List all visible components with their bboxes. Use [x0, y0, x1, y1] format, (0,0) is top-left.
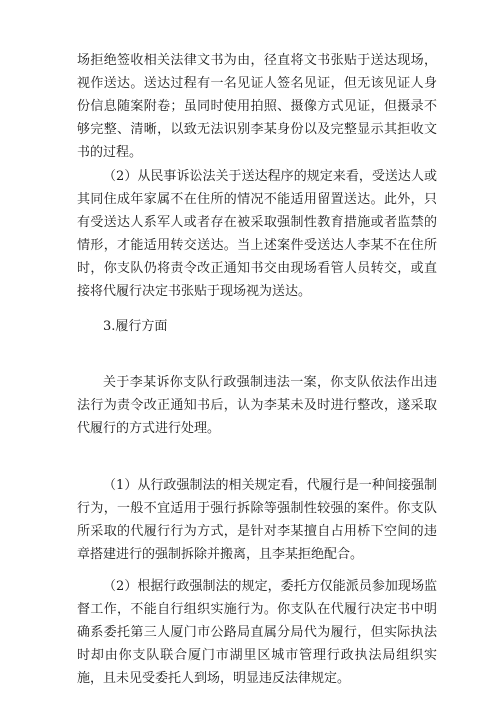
paragraph-point-2: （2）根据行政强制法的规定，委托方仅能派员参加现场监督工作，不能自行组织实施行为。你支队在代履行决定书中明确系委托第三人厦门市公路局直属分局代为履行，但实际执法时却由你支队联合厦门市湖里区城市管理行政执法局组织实施，且未见受委托人到场，明显违反法律规定。	[77, 579, 437, 686]
paragraph-delivery-continuation: 场拒绝签收相关法律文书为由，径直将文书张贴于送达现场，视作送达。送达过程有一名见证人签名见证，但无该见证人身份信息随案附卷；虽同时使用拍照、摄像方式见证，但摄录不够完整、清晰，以致无法识别李某身份以及完整显示其拒收文书的过程。	[77, 53, 437, 160]
paragraph-point-1: （1）从行政强制法的相关规定看，代履行是一种间接强制行为，一般不宜适用于强行拆除等强制性较强的案件。你支队所采取的代履行行为方式，是针对李某擅自占用桥下空间的违章搭建进行的强制拆除并搬离，且李某拒绝配合。	[77, 478, 437, 562]
section-heading-performance: 3.履行方面	[103, 319, 168, 334]
paragraph-civil-procedure: （2）从民事诉讼法关于送达程序的规定来看，受送达人或其同住成年家属不在住所的情况不能适用留置送达。此外，只有受送达人系军人或者存在被采取强制性教育措施或者监禁的情形，才能适用转交送达。当上述案件受送达人李某不在住所时，你支队仍将责令改正通知书交由现场看管人员转交，或直接将代履行决定书张贴于现场视为送达。	[77, 169, 437, 299]
paragraph-case-summary: 关于李某诉你支队行政强制违法一案，你支队依法作出违法行为责令改正通知书后，认为李某未及时进行整改，遂采取代履行的方式进行处理。	[77, 375, 437, 436]
